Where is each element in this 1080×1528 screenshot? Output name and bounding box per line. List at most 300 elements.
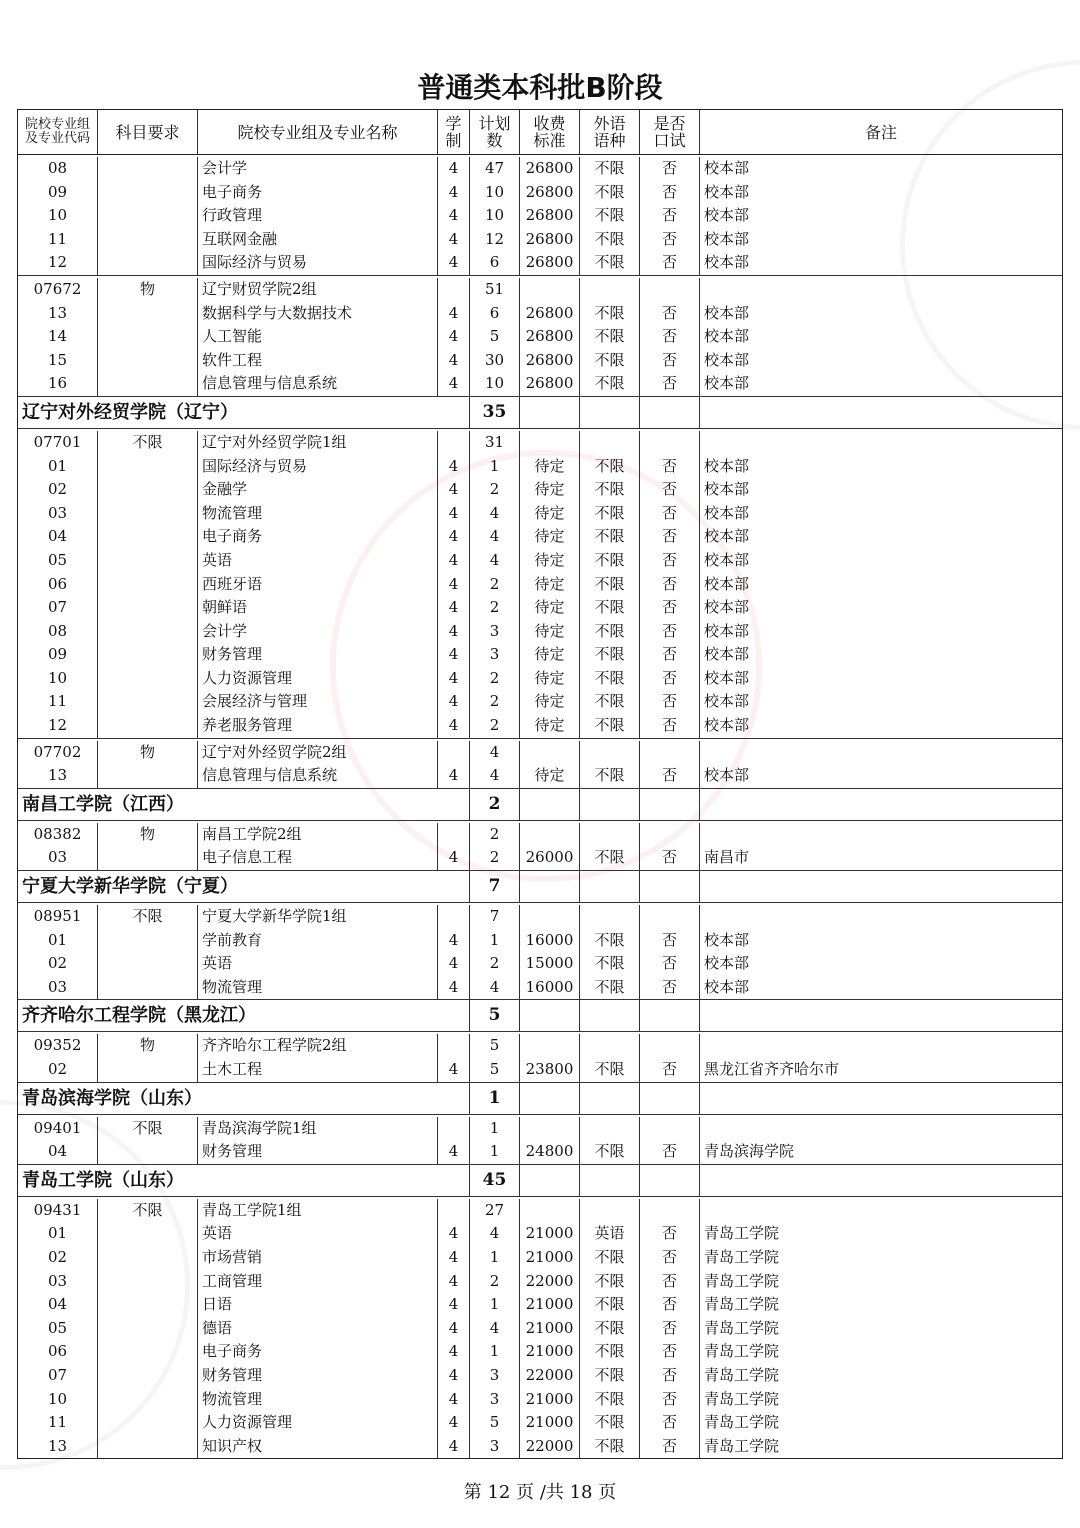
school-name: 辽宁对外经贸学院（辽宁） (18, 397, 470, 428)
school-name: 宁夏大学新华学院（宁夏） (18, 871, 470, 902)
cell-fee: 15000 (520, 952, 580, 976)
school-cell-empty (700, 1165, 1062, 1196)
cell-name: 市场营销 (198, 1246, 438, 1270)
school-cell-empty (700, 871, 1062, 902)
cell-oral (640, 741, 700, 765)
cell-name: 辽宁对外经贸学院2组 (198, 741, 438, 765)
cell-note: 校本部 (704, 766, 750, 785)
cell-name: 辽宁财贸学院2组 (198, 278, 438, 302)
cell-years: 4 (438, 1364, 470, 1388)
cell-years: 4 (438, 1411, 470, 1435)
cell-code: 10 (18, 204, 98, 228)
cell-subject (98, 952, 198, 976)
cell-lang: 不限 (580, 1388, 640, 1412)
cell-plan: 51 (470, 278, 520, 302)
cell-plan: 1 (470, 1293, 520, 1317)
cell-name: 工商管理 (198, 1270, 438, 1294)
table-row (18, 181, 1062, 205)
cell-lang: 不限 (580, 952, 640, 976)
cell-fee: 待定 (520, 502, 580, 526)
school-plan: 35 (470, 397, 520, 428)
cell-name: 宁夏大学新华学院1组 (198, 905, 438, 929)
cell-subject (98, 1246, 198, 1270)
cell-subject: 物 (98, 1034, 198, 1058)
school-cell-empty (580, 1083, 640, 1114)
cell-oral: 否 (640, 846, 700, 870)
cell-note: 青岛工学院 (704, 1318, 780, 1337)
cell-plan: 2 (470, 1270, 520, 1294)
cell-note: 校本部 (704, 350, 750, 369)
cell-note: 校本部 (704, 574, 750, 593)
cell-code: 04 (18, 525, 98, 549)
cell-lang: 不限 (580, 1317, 640, 1341)
cell-fee: 21000 (520, 1246, 580, 1270)
table-row (18, 764, 1062, 789)
school-cell-empty (700, 397, 1062, 428)
cell-lang: 不限 (580, 596, 640, 620)
cell-name: 学前教育 (198, 929, 438, 953)
cell-plan: 3 (470, 1435, 520, 1459)
group-header-row (18, 431, 1062, 455)
cell-code: 08 (18, 157, 98, 181)
cell-plan: 2 (470, 714, 520, 738)
cell-years: 4 (438, 302, 470, 326)
cell-plan: 30 (470, 349, 520, 373)
cell-note: 南昌市 (704, 848, 750, 867)
cell-years: 4 (438, 952, 470, 976)
cell-note: 校本部 (704, 621, 750, 640)
cell-code: 09 (18, 181, 98, 205)
cell-subject (98, 478, 198, 502)
cell-subject (98, 1222, 198, 1246)
cell-code: 07 (18, 596, 98, 620)
cell-lang: 不限 (580, 302, 640, 326)
cell-oral: 否 (640, 1435, 700, 1459)
header-lang: 外语 语种 (580, 110, 640, 154)
group-header-row (18, 823, 1062, 847)
table-row (18, 690, 1062, 714)
cell-note: 校本部 (704, 977, 750, 996)
school-cell-empty (520, 871, 580, 902)
cell-subject (98, 349, 198, 373)
table-row (18, 1222, 1062, 1246)
cell-oral: 否 (640, 325, 700, 349)
cell-plan: 4 (470, 976, 520, 1000)
cell-name: 齐齐哈尔工程学院2组 (198, 1034, 438, 1058)
cell-code: 11 (18, 1411, 98, 1435)
cell-lang: 不限 (580, 325, 640, 349)
cell-fee: 26800 (520, 251, 580, 275)
school-cell-empty (520, 397, 580, 428)
cell-note: 校本部 (704, 374, 750, 393)
cell-fee: 待定 (520, 596, 580, 620)
cell-plan: 2 (470, 478, 520, 502)
cell-fee: 21000 (520, 1317, 580, 1341)
cell-fee: 待定 (520, 455, 580, 479)
cell-note: 校本部 (704, 456, 750, 475)
group-header-row (18, 1034, 1062, 1058)
cell-note: 青岛工学院 (704, 1247, 780, 1266)
cell-code: 16 (18, 372, 98, 396)
cell-code: 03 (18, 502, 98, 526)
cell-lang: 不限 (580, 181, 640, 205)
cell-fee: 待定 (520, 620, 580, 644)
table-row (18, 976, 1062, 1001)
cell-oral: 否 (640, 1222, 700, 1246)
cell-years: 4 (438, 1435, 470, 1459)
cell-code: 12 (18, 251, 98, 275)
cell-fee: 22000 (520, 1364, 580, 1388)
cell-plan: 10 (470, 372, 520, 396)
cell-name: 软件工程 (198, 349, 438, 373)
cell-lang: 不限 (580, 1058, 640, 1082)
cell-plan: 2 (470, 952, 520, 976)
cell-plan: 47 (470, 157, 520, 181)
table-row (18, 325, 1062, 349)
cell-lang: 不限 (580, 372, 640, 396)
cell-years (438, 1117, 470, 1141)
cell-lang (580, 1117, 640, 1141)
cell-subject (98, 228, 198, 252)
cell-name: 人力资源管理 (198, 667, 438, 691)
cell-name: 信息管理与信息系统 (198, 764, 438, 788)
cell-oral (640, 1034, 700, 1058)
cell-name: 电子商务 (198, 1340, 438, 1364)
table-row (18, 1270, 1062, 1294)
cell-plan: 4 (470, 1317, 520, 1341)
school-name: 青岛工学院（山东） (18, 1165, 470, 1196)
cell-oral (640, 823, 700, 847)
cell-name: 辽宁对外经贸学院1组 (198, 431, 438, 455)
cell-years (438, 1034, 470, 1058)
cell-note (700, 1117, 1062, 1141)
cell-plan: 4 (470, 764, 520, 788)
cell-note: 校本部 (704, 716, 750, 735)
cell-years: 4 (438, 549, 470, 573)
cell-code: 04 (18, 1293, 98, 1317)
cell-fee: 待定 (520, 714, 580, 738)
cell-code: 01 (18, 1222, 98, 1246)
cell-code: 07702 (18, 741, 98, 765)
school-cell-empty (640, 1000, 700, 1031)
school-cell-empty (520, 1165, 580, 1196)
cell-note: 校本部 (704, 692, 750, 711)
cell-subject (98, 1388, 198, 1412)
cell-note: 校本部 (704, 668, 750, 687)
cell-fee: 26800 (520, 157, 580, 181)
cell-subject (98, 1411, 198, 1435)
table-row (18, 667, 1062, 691)
cell-fee: 26800 (520, 325, 580, 349)
cell-lang: 不限 (580, 573, 640, 597)
cell-note: 校本部 (704, 527, 750, 546)
cell-name: 青岛工学院1组 (198, 1199, 438, 1223)
cell-years (438, 278, 470, 302)
cell-oral: 否 (640, 929, 700, 953)
cell-years: 4 (438, 667, 470, 691)
cell-name: 互联网金融 (198, 228, 438, 252)
cell-subject (98, 1058, 198, 1082)
cell-note: 青岛工学院 (704, 1224, 780, 1243)
cell-oral: 否 (640, 976, 700, 1000)
cell-years: 4 (438, 157, 470, 181)
table-row (18, 1340, 1062, 1364)
cell-years: 4 (438, 714, 470, 738)
cell-years: 4 (438, 502, 470, 526)
cell-note: 校本部 (704, 327, 750, 346)
cell-fee (520, 1034, 580, 1058)
group-header-row (18, 1199, 1062, 1223)
header-plan: 计划 数 (470, 110, 520, 154)
cell-oral: 否 (640, 455, 700, 479)
cell-fee: 待定 (520, 764, 580, 788)
cell-name: 电子商务 (198, 181, 438, 205)
cell-plan: 4 (470, 525, 520, 549)
cell-lang: 不限 (580, 1293, 640, 1317)
cell-name: 青岛滨海学院1组 (198, 1117, 438, 1141)
cell-subject (98, 976, 198, 1000)
cell-fee: 21000 (520, 1388, 580, 1412)
cell-subject (98, 929, 198, 953)
cell-lang (580, 905, 640, 929)
cell-oral: 否 (640, 764, 700, 788)
cell-note: 青岛工学院 (704, 1295, 780, 1314)
cell-plan: 7 (470, 905, 520, 929)
cell-years (438, 1199, 470, 1223)
cell-note: 校本部 (704, 303, 750, 322)
cell-subject: 物 (98, 741, 198, 765)
cell-lang: 不限 (580, 1140, 640, 1164)
cell-plan: 1 (470, 1246, 520, 1270)
school-cell-empty (580, 789, 640, 820)
table-row (18, 1058, 1062, 1083)
cell-code: 09401 (18, 1117, 98, 1141)
table-row (18, 1293, 1062, 1317)
cell-lang: 不限 (580, 1364, 640, 1388)
cell-code: 14 (18, 325, 98, 349)
cell-oral: 否 (640, 478, 700, 502)
cell-name: 物流管理 (198, 976, 438, 1000)
school-row (18, 1165, 1062, 1197)
cell-lang: 不限 (580, 1270, 640, 1294)
cell-name: 数据科学与大数据技术 (198, 302, 438, 326)
cell-subject (98, 1364, 198, 1388)
cell-oral (640, 278, 700, 302)
cell-note: 校本部 (704, 598, 750, 617)
cell-note: 青岛工学院 (704, 1365, 780, 1384)
cell-oral: 否 (640, 1246, 700, 1270)
cell-plan: 2 (470, 823, 520, 847)
cell-subject: 物 (98, 278, 198, 302)
cell-name: 会展经济与管理 (198, 690, 438, 714)
cell-note: 校本部 (704, 206, 750, 225)
cell-plan: 10 (470, 181, 520, 205)
cell-fee: 21000 (520, 1222, 580, 1246)
cell-fee: 22000 (520, 1435, 580, 1459)
cell-name: 会计学 (198, 620, 438, 644)
cell-subject (98, 549, 198, 573)
cell-name: 日语 (198, 1293, 438, 1317)
cell-name: 土木工程 (198, 1058, 438, 1082)
cell-fee (520, 278, 580, 302)
table-row (18, 1140, 1062, 1165)
cell-fee: 待定 (520, 549, 580, 573)
cell-lang: 不限 (580, 478, 640, 502)
cell-oral: 否 (640, 525, 700, 549)
cell-oral: 否 (640, 573, 700, 597)
cell-years: 4 (438, 690, 470, 714)
cell-name: 物流管理 (198, 502, 438, 526)
cell-years: 4 (438, 455, 470, 479)
cell-years (438, 741, 470, 765)
cell-subject (98, 1317, 198, 1341)
school-cell-empty (640, 1083, 700, 1114)
cell-lang: 不限 (580, 690, 640, 714)
cell-fee (520, 1117, 580, 1141)
cell-oral (640, 431, 700, 455)
cell-code: 13 (18, 764, 98, 788)
school-name: 齐齐哈尔工程学院（黑龙江） (18, 1000, 470, 1031)
cell-years: 4 (438, 1340, 470, 1364)
cell-name: 电子信息工程 (198, 846, 438, 870)
cell-note: 校本部 (704, 480, 750, 499)
school-cell-empty (640, 789, 700, 820)
cell-code: 13 (18, 1435, 98, 1459)
school-cell-empty (580, 397, 640, 428)
cell-plan: 5 (470, 1058, 520, 1082)
cell-note: 校本部 (704, 229, 750, 248)
cell-code: 06 (18, 1340, 98, 1364)
cell-lang: 不限 (580, 455, 640, 479)
cell-note (700, 1034, 1062, 1058)
header-name: 院校专业组及专业名称 (198, 110, 438, 154)
cell-fee: 22000 (520, 1270, 580, 1294)
cell-fee: 26800 (520, 302, 580, 326)
cell-lang (580, 1034, 640, 1058)
cell-subject: 不限 (98, 1117, 198, 1141)
cell-subject (98, 690, 198, 714)
cell-name: 人力资源管理 (198, 1411, 438, 1435)
cell-code: 12 (18, 714, 98, 738)
cell-note (700, 905, 1062, 929)
school-cell-empty (700, 1000, 1062, 1031)
cell-fee: 26800 (520, 204, 580, 228)
cell-subject (98, 1340, 198, 1364)
cell-years: 4 (438, 1293, 470, 1317)
table-row (18, 525, 1062, 549)
cell-subject (98, 372, 198, 396)
cell-fee (520, 905, 580, 929)
school-row (18, 1000, 1062, 1032)
cell-years: 4 (438, 846, 470, 870)
cell-name: 物流管理 (198, 1388, 438, 1412)
cell-code: 10 (18, 667, 98, 691)
table-row (18, 302, 1062, 326)
table-row (18, 502, 1062, 526)
cell-oral: 否 (640, 1364, 700, 1388)
cell-code: 07701 (18, 431, 98, 455)
cell-name: 德语 (198, 1317, 438, 1341)
cell-name: 会计学 (198, 157, 438, 181)
cell-subject (98, 204, 198, 228)
cell-lang: 不限 (580, 1411, 640, 1435)
cell-subject: 不限 (98, 905, 198, 929)
cell-subject (98, 596, 198, 620)
cell-subject (98, 1435, 198, 1459)
school-row (18, 789, 1062, 821)
cell-note: 青岛工学院 (704, 1389, 780, 1408)
school-row (18, 1083, 1062, 1115)
cell-years: 4 (438, 1222, 470, 1246)
cell-oral: 否 (640, 1058, 700, 1082)
table-row (18, 1364, 1062, 1388)
cell-oral: 否 (640, 251, 700, 275)
cell-oral: 否 (640, 549, 700, 573)
cell-fee (520, 1199, 580, 1223)
cell-oral: 否 (640, 952, 700, 976)
cell-plan: 2 (470, 596, 520, 620)
table-row (18, 251, 1062, 276)
cell-code: 01 (18, 455, 98, 479)
cell-subject (98, 1140, 198, 1164)
cell-oral: 否 (640, 620, 700, 644)
group-header-row (18, 1117, 1062, 1141)
table-row (18, 549, 1062, 573)
table-row (18, 1246, 1062, 1270)
school-cell-empty (580, 1000, 640, 1031)
cell-note: 青岛工学院 (704, 1342, 780, 1361)
cell-name: 西班牙语 (198, 573, 438, 597)
cell-plan: 1 (470, 1140, 520, 1164)
school-plan: 1 (470, 1083, 520, 1114)
cell-note: 校本部 (704, 550, 750, 569)
table-row (18, 478, 1062, 502)
cell-lang: 英语 (580, 1222, 640, 1246)
cell-lang (580, 431, 640, 455)
cell-oral: 否 (640, 1293, 700, 1317)
school-row (18, 871, 1062, 903)
cell-years: 4 (438, 372, 470, 396)
cell-code: 03 (18, 976, 98, 1000)
cell-fee: 待定 (520, 667, 580, 691)
cell-oral: 否 (640, 690, 700, 714)
cell-code: 07672 (18, 278, 98, 302)
cell-code: 01 (18, 929, 98, 953)
cell-name: 财务管理 (198, 643, 438, 667)
cell-name: 国际经济与贸易 (198, 455, 438, 479)
admission-plan-table (17, 109, 1063, 1459)
table-row (18, 455, 1062, 479)
cell-fee: 21000 (520, 1293, 580, 1317)
cell-oral: 否 (640, 204, 700, 228)
cell-subject (98, 620, 198, 644)
cell-oral: 否 (640, 349, 700, 373)
cell-name: 行政管理 (198, 204, 438, 228)
cell-plan: 5 (470, 1034, 520, 1058)
cell-fee: 16000 (520, 929, 580, 953)
cell-lang: 不限 (580, 157, 640, 181)
cell-fee: 21000 (520, 1340, 580, 1364)
cell-code: 08951 (18, 905, 98, 929)
cell-code: 06 (18, 573, 98, 597)
cell-note: 校本部 (704, 159, 750, 177)
cell-fee: 待定 (520, 478, 580, 502)
cell-fee: 16000 (520, 976, 580, 1000)
cell-lang (580, 278, 640, 302)
cell-code: 10 (18, 1388, 98, 1412)
cell-name: 人工智能 (198, 325, 438, 349)
cell-subject (98, 573, 198, 597)
